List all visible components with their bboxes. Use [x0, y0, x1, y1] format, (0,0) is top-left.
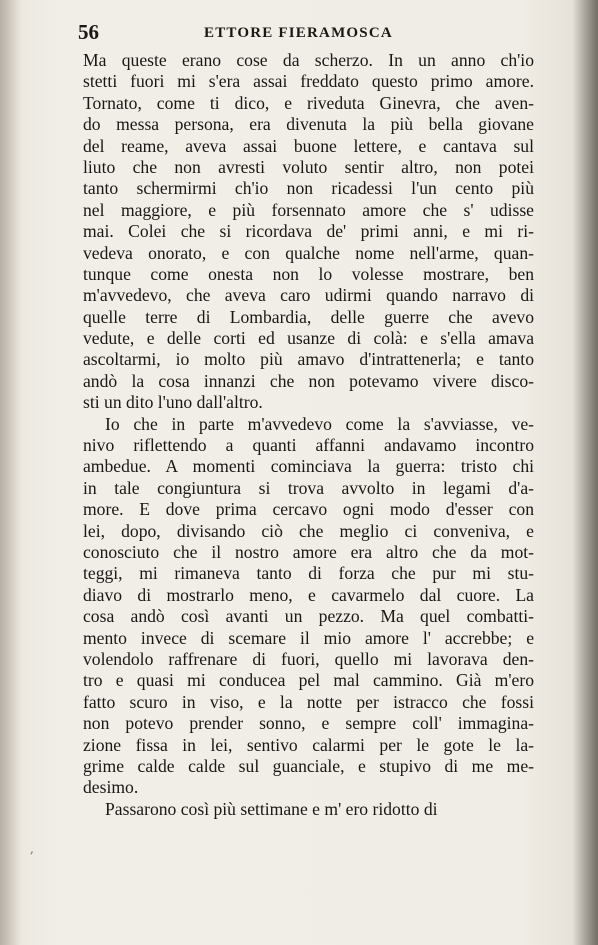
text-line: in tale congiuntura si trova avvolto in legami d'a-: [83, 477, 534, 498]
text-line: grime calde calde sul guanciale, e stupivo di me me-: [83, 755, 534, 776]
text-line: ascoltarmi, io molto più amavo d'intrattenerla; e tanto: [83, 349, 534, 370]
text-line: vedute, e delle corti ed usanze di colà: e s'ella amava: [83, 328, 534, 349]
text-line: nel maggiore, e più forsennato amore che s' udisse: [83, 199, 534, 220]
text-line: desimo.: [83, 777, 139, 798]
text-line: Ma queste erano cose da scherzo. In un anno ch'io: [83, 50, 534, 70]
text-line: tro e quasi mi conducea pel mal cammino. Già m'ero: [83, 670, 534, 691]
text-line: conosciuto che il nostro amore era altro che da mot-: [83, 541, 534, 562]
text-line: mai. Colei che si ricordava de' primi anni, e mi ri-: [83, 221, 534, 242]
body-text: [83, 50, 534, 820]
text-line: zione fissa in lei, sentivo calarmi per le gote le la-: [83, 734, 534, 755]
text-line: andò la cosa innanzi che non potevamo vivere disco-: [83, 370, 534, 391]
text-line: tunque come onesta non lo volesse mostrare, ben: [83, 263, 534, 284]
text-line: stetti fuori mi s'era assai freddato questo primo amore.: [83, 71, 534, 92]
page-header: [78, 20, 538, 48]
text-line: liuto che non avresti voluto sentir altro, non potei: [83, 156, 534, 177]
text-line: tanto schermirmi ch'io non ricadessi l'un cento più: [83, 178, 534, 199]
text-line: mento invece di scemare il mio amore l' accrebbe; e: [83, 627, 534, 648]
text-line: lei, dopo, divisando ciò che meglio ci conveniva, e: [83, 520, 534, 541]
text-line: volendolo raffrenare di fuori, quello mi lavorava den-: [83, 648, 534, 669]
page-number: 56: [78, 20, 99, 44]
text-line: diavo di mostrarlo meno, e cavarmelo dal cuore. La: [83, 584, 534, 605]
text-line: do messa persona, era divenuta la più bella giovane: [83, 114, 534, 135]
text-line: nivo riflettendo a quanti affanni andavamo incontro: [83, 435, 534, 456]
text-line: Passarono così più settimane e m' ero ridotto di: [105, 798, 438, 819]
running-head: ETTORE FIERAMOSCA: [204, 25, 393, 41]
text-line: non potevo prender sonno, e sempre coll' immagina-: [83, 713, 534, 734]
text-line: cosa andò così avanti un pezzo. Ma quel combatti-: [83, 606, 534, 627]
text-line: Io che in parte m'avvedevo come la s'avviasse, ve-: [105, 413, 534, 434]
text-line: del reame, aveva assai buone lettere, e cantava sul: [83, 135, 534, 156]
text-line: ambedue. A momenti cominciava la guerra: tristo chi: [83, 456, 534, 477]
text-line: fatto scuro in viso, e la notte per istracco che fossi: [83, 691, 534, 712]
text-line: vedeva onorato, e con qualche nome nell'arme, quan-: [83, 242, 534, 263]
text-line: teggi, mi rimaneva tanto di forza che pur mi stu-: [83, 563, 534, 584]
gutter-shadow: [0, 0, 22, 945]
margin-mark: ,: [30, 842, 34, 856]
text-line: quelle terre di Lombardia, delle guerre che avevo: [83, 306, 534, 327]
text-line: Tornato, come ti dico, e riveduta Ginevra, che aven-: [83, 92, 534, 113]
paragraph: [83, 799, 534, 820]
text-line: m'avvedevo, che aveva caro udirmi quando narravo di: [83, 285, 534, 306]
text-line: sti un dito l'uno dall'altro.: [83, 392, 263, 413]
text-line: more. E dove prima cercavo ogni modo d'esser con: [83, 499, 534, 520]
page-edge-shadow: [572, 0, 598, 945]
paragraph: [83, 50, 534, 414]
paragraph: [83, 414, 534, 799]
